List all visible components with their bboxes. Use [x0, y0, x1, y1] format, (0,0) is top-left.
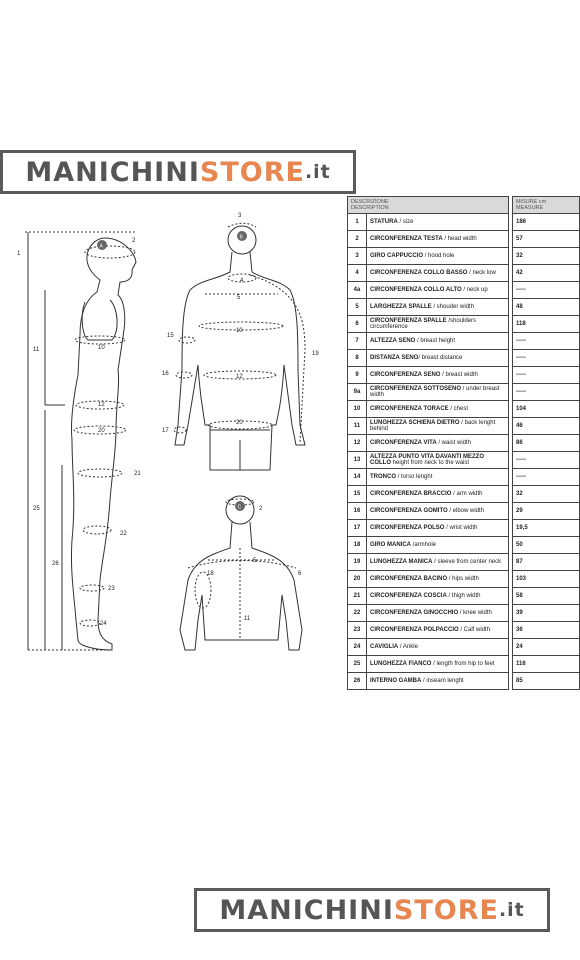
row-number: 11 [348, 418, 367, 435]
svg-text:25: 25 [33, 506, 40, 512]
table-row [348, 333, 580, 350]
table-row [348, 299, 580, 316]
svg-text:22: 22 [120, 531, 127, 537]
row-translation: / breast width [440, 372, 478, 378]
table-row [348, 265, 580, 282]
svg-text:11: 11 [33, 347, 40, 353]
row-translation: / size [397, 219, 414, 225]
row-name: CIRCONFERENZA COSCIA [370, 593, 447, 599]
row-description [367, 639, 509, 656]
row-number: 3 [348, 248, 367, 265]
row-translation: /shoulders circumference [370, 318, 477, 330]
row-value: ----- [513, 282, 580, 299]
row-name: CIRCONFERENZA SOTTOSENO [370, 386, 462, 392]
row-name: ALTEZZA PUNTO VITA DAVANTI MEZZO COLLO [370, 454, 484, 466]
row-translation: height from neck to the waist [391, 460, 470, 466]
table-row [348, 214, 580, 231]
row-value: 58 [513, 588, 580, 605]
row-translation: / breast height [415, 338, 456, 344]
row-name: CIRCONFERENZA COLLO ALTO [370, 287, 462, 293]
row-value: 118 [513, 316, 580, 333]
row-description [367, 282, 509, 299]
row-number: 15 [348, 486, 367, 503]
row-description [367, 333, 509, 350]
svg-text:21: 21 [134, 471, 141, 477]
row-number: 1 [348, 214, 367, 231]
row-translation: / neck low [467, 270, 496, 276]
table-row [348, 452, 580, 469]
row-number: 14 [348, 469, 367, 486]
row-name: CIRCONFERENZA POLSO [370, 525, 445, 531]
row-name: DISTANZA SENO [370, 355, 419, 361]
measurement-table [347, 196, 580, 690]
table-row [348, 316, 580, 333]
svg-text:4: 4 [240, 278, 244, 284]
row-number: 24 [348, 639, 367, 656]
svg-text:5: 5 [237, 295, 241, 301]
table-row [348, 639, 580, 656]
row-description [367, 248, 509, 265]
row-number: 19 [348, 554, 367, 571]
svg-text:12: 12 [98, 402, 105, 408]
row-value: 24 [513, 639, 580, 656]
brand-logo-bottom [194, 888, 550, 932]
row-value: ----- [513, 452, 580, 469]
row-value: 86 [513, 435, 580, 452]
row-number: 23 [348, 622, 367, 639]
row-value: 116 [513, 656, 580, 673]
logo-text-part1: MANICHINI [219, 894, 394, 926]
row-name: GIRO MANICA [370, 542, 411, 548]
row-value: ----- [513, 384, 580, 401]
row-name: LUNGHEZZA SCHIENA DIETRO [370, 420, 460, 426]
row-name: STATURA [370, 219, 398, 225]
table-row [348, 554, 580, 571]
row-description [367, 537, 509, 554]
front-view-figure [174, 223, 305, 470]
row-description [367, 384, 509, 401]
svg-text:6: 6 [298, 571, 302, 577]
header-description: DESCRIZIONE DESCRIPTION [348, 197, 509, 214]
row-number: 7 [348, 333, 367, 350]
svg-text:2: 2 [259, 506, 263, 512]
row-translation: / knee width [458, 610, 492, 616]
svg-text:2: 2 [132, 238, 136, 244]
row-value: ----- [513, 333, 580, 350]
row-translation: / arm width [451, 491, 483, 497]
row-number: 12 [348, 435, 367, 452]
row-name: TRONCO [370, 474, 396, 480]
row-name: CIRCONFERENZA TORACE [370, 406, 449, 412]
logo-text-part3: .it [304, 161, 331, 183]
svg-text:19: 19 [312, 351, 319, 357]
row-description [367, 231, 509, 248]
row-name: INTERNO GAMBA [370, 678, 422, 684]
logo-text-part1: MANICHINI [25, 156, 200, 188]
row-value: 104 [513, 401, 580, 418]
row-description [367, 622, 509, 639]
row-description [367, 435, 509, 452]
row-value: 32 [513, 248, 580, 265]
row-description [367, 452, 509, 469]
svg-text:3: 3 [238, 213, 242, 219]
svg-text:16: 16 [162, 371, 169, 377]
row-translation: / neck up [461, 287, 488, 293]
row-value: 57 [513, 231, 580, 248]
row-value: 42 [513, 265, 580, 282]
row-description [367, 605, 509, 622]
row-name: LUNGHEZZA MANICA [370, 559, 433, 565]
svg-text:24: 24 [100, 621, 107, 627]
row-value: 39 [513, 605, 580, 622]
row-number: 21 [348, 588, 367, 605]
svg-text:26: 26 [52, 561, 59, 567]
table-row [348, 486, 580, 503]
row-translation: / Ankle [398, 644, 418, 650]
row-translation: / elbow width [447, 508, 485, 514]
row-description [367, 469, 509, 486]
header-measure: MISURE cm MEASURE [513, 197, 580, 214]
table-row [348, 435, 580, 452]
svg-text:12: 12 [236, 374, 243, 380]
row-number: 20 [348, 571, 367, 588]
row-value: 19,5 [513, 520, 580, 537]
row-value: 46 [513, 418, 580, 435]
row-translation: / head width [442, 236, 477, 242]
row-number: 8 [348, 350, 367, 367]
table-row [348, 503, 580, 520]
row-name: CIRCONFERENZA COLLO BASSO [370, 270, 468, 276]
table-row [348, 622, 580, 639]
table-row [348, 537, 580, 554]
row-value: 36 [513, 622, 580, 639]
row-translation: / wrist width [444, 525, 478, 531]
row-description [367, 656, 509, 673]
row-description [367, 673, 509, 690]
row-name: LUNGHEZZA FIANCO [370, 661, 432, 667]
svg-text:18: 18 [207, 571, 214, 577]
row-description [367, 503, 509, 520]
row-value: 32 [513, 486, 580, 503]
table-row [348, 605, 580, 622]
row-name: ALTEZZA SENO [370, 338, 416, 344]
svg-text:C: C [237, 504, 242, 511]
table-row [348, 350, 580, 367]
table-row [348, 248, 580, 265]
svg-text:A: A [99, 243, 103, 250]
row-value: 186 [513, 214, 580, 231]
table-row [348, 282, 580, 299]
back-view-figure [180, 496, 302, 650]
row-name: CIRCONFERENZA TESTA [370, 236, 443, 242]
table-header-row [348, 197, 580, 214]
table-row [348, 384, 580, 401]
row-name: CIRCONFERENZA VITA [370, 440, 437, 446]
svg-text:15: 15 [167, 333, 174, 339]
row-name: CIRCONFERENZA BRACCIO [370, 491, 452, 497]
row-value: 85 [513, 673, 580, 690]
side-view-figure [25, 232, 136, 650]
row-name: CAVIGLIA [370, 644, 399, 650]
row-value: ----- [513, 350, 580, 367]
row-number: 6 [348, 316, 367, 333]
row-number: 17 [348, 520, 367, 537]
row-translation: / waist width [436, 440, 472, 446]
row-translation: / sleeve from center neck [432, 559, 502, 565]
row-number: 9 [348, 367, 367, 384]
row-number: 4a [348, 282, 367, 299]
row-description [367, 367, 509, 384]
row-translation: / shouder width [431, 304, 475, 310]
row-translation: /armhole [411, 542, 437, 548]
row-translation: / hips width [447, 576, 479, 582]
table-row [348, 469, 580, 486]
row-value: 87 [513, 554, 580, 571]
row-name: GIRO CAPPUCCIO [370, 253, 424, 259]
row-description [367, 299, 509, 316]
row-number: 25 [348, 656, 367, 673]
brand-logo-top [0, 150, 356, 194]
logo-text-part2: STORE [199, 156, 305, 188]
row-description [367, 265, 509, 282]
row-number: 5 [348, 299, 367, 316]
body-measurement-diagram [0, 200, 345, 680]
row-translation: / Calf width [458, 627, 491, 633]
svg-text:23: 23 [108, 586, 115, 592]
table-row [348, 571, 580, 588]
svg-text:20: 20 [98, 428, 105, 434]
table-row [348, 401, 580, 418]
row-number: 13 [348, 452, 367, 469]
row-description [367, 418, 509, 435]
row-translation: / thigh width [446, 593, 481, 599]
svg-text:1: 1 [17, 251, 21, 257]
row-number: 22 [348, 605, 367, 622]
row-name: CIRCONFERENZA GINOCCHIO [370, 610, 459, 616]
table-row [348, 588, 580, 605]
row-description [367, 214, 509, 231]
row-name: CIRCONFERENZA SPALLE [370, 318, 447, 324]
row-description [367, 520, 509, 537]
logo-text-part2: STORE [393, 894, 499, 926]
table-row [348, 418, 580, 435]
row-translation: / under breast width [370, 386, 500, 398]
row-number: 10 [348, 401, 367, 418]
row-value: ----- [513, 367, 580, 384]
row-value: 29 [513, 503, 580, 520]
row-number: 9a [348, 384, 367, 401]
row-description [367, 571, 509, 588]
svg-text:10: 10 [98, 345, 105, 351]
row-translation: / hood hole [423, 253, 455, 259]
row-number: 16 [348, 503, 367, 520]
svg-text:20: 20 [236, 420, 243, 426]
table-row [348, 673, 580, 690]
table-row [348, 367, 580, 384]
table-row [348, 520, 580, 537]
row-value: 48 [513, 299, 580, 316]
row-description [367, 486, 509, 503]
row-translation: / torso lenght [396, 474, 433, 480]
row-name: CIRCONFERENZA POLPACCIO [370, 627, 459, 633]
row-translation: / chest [448, 406, 469, 412]
row-name: CIRCONFERENZA GOMITO [370, 508, 448, 514]
svg-text:10: 10 [236, 328, 243, 334]
row-description [367, 401, 509, 418]
row-name: LARGHEZZA SPALLE [370, 304, 432, 310]
row-description [367, 350, 509, 367]
row-number: 2 [348, 231, 367, 248]
row-description [367, 316, 509, 333]
row-number: 18 [348, 537, 367, 554]
row-name: CIRCONFERENZA BACINO [370, 576, 448, 582]
svg-text:5: 5 [253, 558, 257, 564]
row-value: 50 [513, 537, 580, 554]
row-translation: / back lenght behind [370, 420, 496, 432]
row-translation: / length from hip to feet [431, 661, 495, 667]
logo-text-part3: .it [498, 899, 525, 921]
row-description [367, 588, 509, 605]
svg-text:11: 11 [244, 616, 251, 622]
table-row [348, 231, 580, 248]
row-name: CIRCONFERENZA SENO [370, 372, 441, 378]
row-description [367, 554, 509, 571]
row-number: 26 [348, 673, 367, 690]
row-translation: / breast distance [418, 355, 463, 361]
table-row [348, 656, 580, 673]
row-translation: / inseam lenght [421, 678, 464, 684]
row-number: 4 [348, 265, 367, 282]
svg-text:B: B [239, 234, 243, 241]
row-value: ----- [513, 469, 580, 486]
row-value: 103 [513, 571, 580, 588]
svg-text:17: 17 [162, 428, 169, 434]
